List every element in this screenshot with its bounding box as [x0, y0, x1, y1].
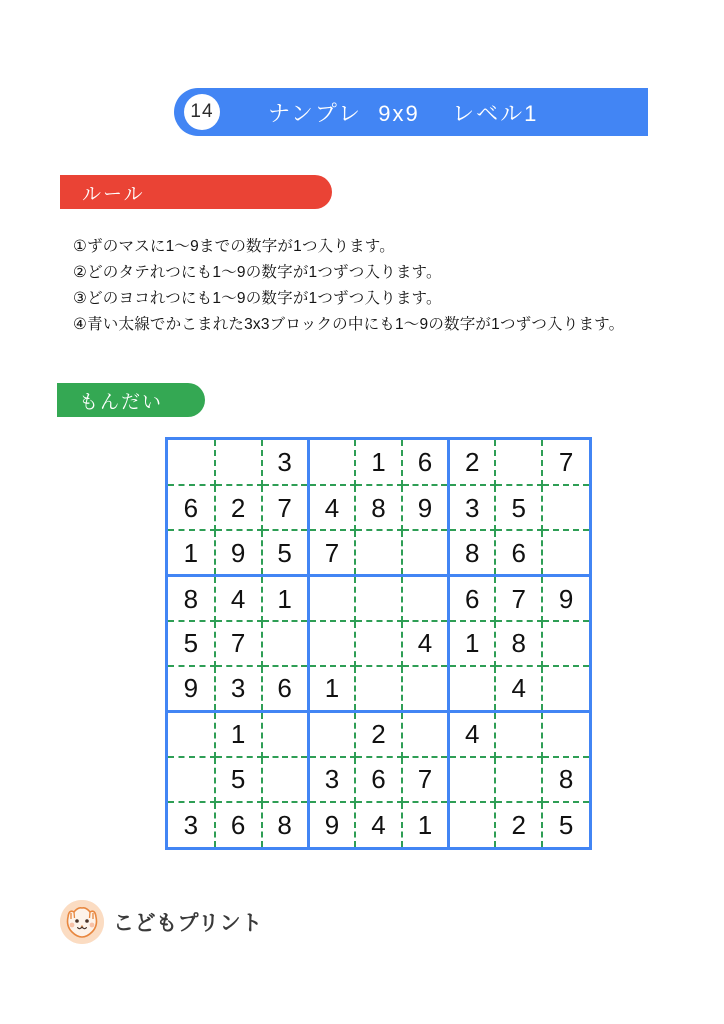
sudoku-empty-cell[interactable]	[449, 757, 496, 802]
sudoku-given-cell[interactable]: 5	[168, 621, 215, 666]
sudoku-empty-cell[interactable]	[308, 440, 355, 485]
sudoku-given-cell[interactable]: 7	[308, 530, 355, 575]
problem-section-pill	[57, 383, 205, 417]
sudoku-empty-cell[interactable]	[355, 576, 402, 621]
sudoku-empty-cell[interactable]	[542, 530, 589, 575]
sudoku-given-cell[interactable]: 1	[449, 621, 496, 666]
sudoku-given-cell[interactable]: 6	[355, 757, 402, 802]
sudoku-given-cell[interactable]: 2	[495, 802, 542, 847]
sudoku-empty-cell[interactable]	[402, 711, 449, 756]
sudoku-given-cell[interactable]: 5	[262, 530, 309, 575]
sudoku-empty-cell[interactable]	[402, 576, 449, 621]
sudoku-given-cell[interactable]: 6	[168, 485, 215, 530]
sudoku-empty-cell[interactable]	[262, 711, 309, 756]
sudoku-given-cell[interactable]: 1	[402, 802, 449, 847]
sudoku-empty-cell[interactable]	[495, 711, 542, 756]
sudoku-given-cell[interactable]: 1	[355, 440, 402, 485]
sudoku-empty-cell[interactable]	[308, 621, 355, 666]
sudoku-given-cell[interactable]: 6	[262, 666, 309, 711]
sudoku-given-cell[interactable]: 5	[558, 809, 574, 840]
sudoku-given-cell[interactable]: 1	[215, 711, 262, 756]
rules-section-pill	[60, 175, 332, 209]
sudoku-given-cell[interactable]: 9	[168, 666, 215, 711]
sudoku-given-cell[interactable]: 6	[402, 440, 449, 485]
sudoku-empty-cell[interactable]	[308, 711, 355, 756]
sudoku-given-cell[interactable]: 2	[355, 711, 402, 756]
sudoku-empty-cell[interactable]	[449, 802, 496, 847]
sudoku-empty-cell[interactable]	[355, 621, 402, 666]
sudoku-empty-cell[interactable]	[355, 666, 402, 711]
sudoku-given-cell[interactable]: 4	[402, 621, 449, 666]
sudoku-given-cell[interactable]: 4	[308, 485, 355, 530]
sudoku-given-cell[interactable]: 9	[542, 576, 589, 621]
sudoku-given-cell[interactable]: 2	[449, 440, 496, 485]
sudoku-row	[168, 666, 589, 711]
brand-footer	[60, 900, 263, 944]
sudoku-given-cell[interactable]: 9	[308, 802, 355, 847]
sudoku-given-cell[interactable]: 4	[215, 576, 262, 621]
worksheet-header-bar	[174, 88, 648, 136]
sudoku-given-cell[interactable]: 7	[542, 440, 589, 485]
sudoku-given-cell[interactable]: 5	[215, 757, 262, 802]
rule-item: ③どのヨコれつにも1～9の数字が1つずつ入ります。	[73, 290, 442, 307]
sudoku-table	[168, 440, 589, 847]
sudoku-empty-cell[interactable]	[262, 621, 309, 666]
sudoku-given-cell[interactable]: 4	[495, 666, 542, 711]
sudoku-given-cell[interactable]: 8	[495, 621, 542, 666]
sudoku-given-cell[interactable]: 3	[168, 802, 215, 847]
sudoku-empty-cell[interactable]	[168, 440, 215, 485]
sudoku-given-cell[interactable]: 3	[449, 485, 496, 530]
sudoku-given-cell[interactable]: 1	[168, 530, 215, 575]
sudoku-given-cell[interactable]: 7	[262, 485, 309, 530]
brand-name: こどもプリント	[113, 912, 263, 935]
sudoku-empty-cell[interactable]	[495, 440, 542, 485]
sudoku-given-cell[interactable]: 8	[449, 530, 496, 575]
sudoku-given-cell[interactable]: 8	[168, 576, 215, 621]
sudoku-empty-cell[interactable]	[542, 485, 589, 530]
sudoku-given-cell[interactable]: 7	[215, 621, 262, 666]
sudoku-row	[168, 711, 589, 756]
sudoku-row	[168, 576, 589, 621]
sudoku-given-cell[interactable]: 3	[308, 757, 355, 802]
sudoku-given-cell[interactable]: 6	[215, 802, 262, 847]
sudoku-given-cell[interactable]: 7	[495, 576, 542, 621]
sudoku-empty-cell[interactable]	[215, 440, 262, 485]
sudoku-row	[168, 485, 589, 530]
sudoku-given-cell[interactable]: 9	[402, 485, 449, 530]
sudoku-given-cell[interactable]: 3	[215, 666, 262, 711]
sudoku-body	[168, 440, 589, 847]
sudoku-empty-cell[interactable]	[262, 757, 309, 802]
sudoku-empty-cell[interactable]	[542, 621, 589, 666]
sudoku-given-cell[interactable]: 4	[449, 711, 496, 756]
sudoku-empty-cell[interactable]	[449, 666, 496, 711]
sudoku-given-cell[interactable]: 8	[542, 757, 589, 802]
sudoku-row	[168, 757, 589, 802]
sudoku-row	[168, 621, 589, 666]
problem-section-label: もんだい	[79, 391, 164, 413]
sudoku-given-cell[interactable]: 3	[262, 440, 309, 485]
sudoku-given-cell[interactable]: 8	[262, 802, 309, 847]
sudoku-grid	[165, 437, 592, 850]
sudoku-empty-cell[interactable]	[355, 530, 402, 575]
sudoku-empty-cell[interactable]	[402, 666, 449, 711]
sudoku-given-cell[interactable]: 2	[215, 485, 262, 530]
rules-section-label: ルール	[82, 183, 145, 205]
worksheet-number-badge: 14	[184, 94, 220, 130]
sudoku-given-cell[interactable]: 1	[308, 666, 355, 711]
sudoku-given-cell[interactable]: 4	[355, 802, 402, 847]
sudoku-empty-cell[interactable]	[168, 757, 215, 802]
rule-item: ②どのタテれつにも1～9の数字が1つずつ入ります。	[73, 264, 442, 281]
sudoku-empty-cell[interactable]	[542, 711, 589, 756]
sudoku-empty-cell[interactable]	[402, 530, 449, 575]
sudoku-given-cell[interactable]: 6	[449, 576, 496, 621]
rules-list	[73, 234, 673, 338]
sudoku-empty-cell[interactable]	[168, 711, 215, 756]
sudoku-given-cell[interactable]: 8	[355, 485, 402, 530]
sudoku-empty-cell[interactable]	[308, 576, 355, 621]
sudoku-empty-cell[interactable]	[542, 666, 589, 711]
sudoku-given-cell[interactable]: 9	[215, 530, 262, 575]
sudoku-empty-cell[interactable]	[495, 757, 542, 802]
sudoku-given-cell[interactable]: 5	[495, 485, 542, 530]
cat-face-logo-icon	[60, 900, 104, 944]
rule-item: ④青い太線でかこまれた3x3ブロックの中にも1～9の数字が1つずつ入ります。	[73, 316, 625, 333]
sudoku-row	[168, 440, 589, 485]
sudoku-row	[168, 802, 589, 847]
sudoku-given-cell[interactable]: 1	[262, 576, 309, 621]
sudoku-row	[168, 530, 589, 575]
page-title: ナンプレ 9x9 レベル1	[268, 100, 539, 126]
sudoku-given-cell[interactable]: 7	[402, 757, 449, 802]
sudoku-given-cell[interactable]: 6	[495, 530, 542, 575]
rule-item: ①ずのマスに1～9までの数字が1つ入ります。	[73, 238, 395, 255]
